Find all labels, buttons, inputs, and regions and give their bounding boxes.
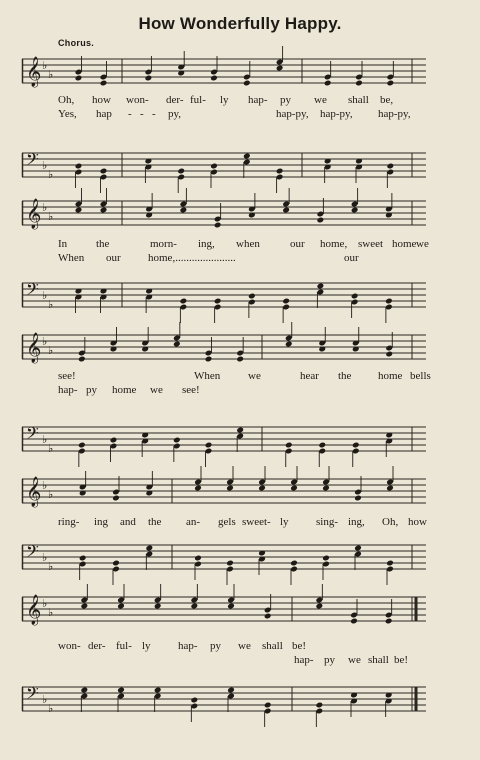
notehead [81, 687, 89, 694]
lyric-syllable: the [96, 238, 110, 250]
lyric-syllable: be! [292, 640, 307, 652]
bass-staff [22, 149, 426, 181]
lyric-syllable: we [416, 238, 429, 250]
flat-icon: ♭ [48, 442, 54, 455]
lyric-syllable: the [148, 516, 162, 528]
lyric-line-2 [58, 252, 418, 266]
lyric-syllable: our [106, 252, 121, 264]
lyric-syllable: home, [320, 238, 348, 250]
lyric-syllable: ly [280, 516, 289, 528]
flat-icon: ♭ [42, 479, 48, 492]
bass-clef-icon: 𝄢 [26, 541, 39, 565]
lyric-syllable: and [120, 516, 136, 528]
notehead [177, 168, 185, 175]
lyric-syllable: home [392, 238, 417, 250]
flat-icon: ♭ [42, 289, 48, 302]
lyric-syllable: py, [168, 108, 182, 120]
flat-icon: ♭ [48, 488, 54, 501]
notehead [75, 163, 83, 170]
treble-staff [22, 58, 426, 86]
notehead [146, 545, 154, 552]
treble-staff-lines [22, 334, 426, 362]
bass-staff-lines [22, 423, 426, 455]
lyric-syllable: our [344, 252, 359, 264]
notehead [243, 153, 251, 160]
flat-icon: ♭ [42, 551, 48, 564]
notehead [276, 168, 284, 175]
treble-staff-lines [22, 478, 426, 506]
lyric-syllable: py [324, 654, 335, 666]
lyric-line-2 [58, 384, 418, 398]
notehead [322, 485, 330, 492]
lyric-syllable: the [338, 370, 352, 382]
lyric-syllable: ly [220, 94, 229, 106]
notehead [100, 80, 108, 87]
lyric-syllable: home [378, 370, 403, 382]
lyric-syllable: hap- [178, 640, 198, 652]
notehead [214, 222, 222, 229]
lyric-syllable: der- [88, 640, 106, 652]
notehead [387, 80, 395, 87]
notehead [173, 341, 181, 348]
lyric-syllable: be! [394, 654, 409, 666]
lyric-syllable: shall [368, 654, 389, 666]
treble-clef-icon: 𝄞 [26, 199, 42, 229]
notehead [117, 687, 125, 694]
lyric-syllable: Yes, [58, 108, 77, 120]
notehead [191, 697, 199, 704]
lyric-syllable: When [194, 370, 221, 382]
notehead [317, 283, 325, 290]
notehead [350, 618, 358, 625]
chorus-label: Chorus. [58, 38, 95, 48]
notehead [258, 485, 266, 492]
notehead [210, 163, 218, 170]
flat-icon: ♭ [42, 159, 48, 172]
notehead [316, 702, 324, 709]
flat-icon: ♭ [48, 168, 54, 181]
lyric-line-2 [58, 108, 418, 122]
lyric-syllable: hap-py, [378, 108, 411, 120]
bass-staff-lines [22, 683, 426, 715]
lyric-syllable: home,...................... [148, 252, 236, 264]
notehead [117, 603, 125, 610]
notehead [316, 603, 324, 610]
lyric-syllable: py [86, 384, 97, 396]
lyric-syllable: sweet [358, 238, 384, 250]
lyric-syllable: an- [186, 516, 201, 528]
notehead [387, 163, 395, 170]
treble-staff [22, 596, 426, 624]
notehead [264, 702, 272, 709]
notehead [324, 80, 332, 87]
flat-icon: ♭ [42, 693, 48, 706]
lyric-syllable: be, [380, 94, 394, 106]
lyric-syllable: we [348, 654, 361, 666]
notehead [290, 485, 298, 492]
bass-clef-icon: 𝄢 [26, 423, 39, 447]
notehead [354, 495, 362, 502]
treble-clef-icon: 𝄞 [26, 333, 42, 363]
notehead [81, 603, 89, 610]
lyric-syllable: py [280, 94, 291, 106]
notehead [112, 560, 120, 567]
notehead [191, 603, 199, 610]
lyric-syllable: our [290, 238, 305, 250]
notehead [79, 555, 87, 562]
lyric-syllable: der- [166, 94, 184, 106]
treble-clef-icon: 𝄞 [26, 57, 42, 87]
flat-icon: ♭ [48, 606, 54, 619]
lyric-syllable: hap-py, [276, 108, 309, 120]
notehead [226, 560, 234, 567]
lyric-syllable: hear [300, 370, 319, 382]
bass-staff [22, 541, 426, 573]
lyric-syllable: we [150, 384, 163, 396]
flat-icon: ♭ [42, 597, 48, 610]
notehead [100, 168, 108, 175]
flat-icon: ♭ [48, 210, 54, 223]
lyric-syllable: ing, [198, 238, 215, 250]
flat-icon: ♭ [48, 68, 54, 81]
bass-staff [22, 423, 426, 455]
lyric-syllable: hap [96, 108, 112, 120]
lyric-syllable: ring- [58, 516, 80, 528]
notehead [351, 207, 359, 214]
notehead [210, 75, 218, 82]
lyric-line-1 [58, 238, 429, 252]
notehead [352, 442, 360, 449]
treble-clef-icon: 𝄞 [26, 477, 42, 507]
notehead [78, 356, 86, 363]
flat-icon: ♭ [42, 335, 48, 348]
notehead [226, 485, 234, 492]
treble-staff-lines [22, 596, 426, 624]
bass-clef-icon: 𝄢 [26, 683, 39, 707]
notehead [276, 65, 284, 72]
notehead [110, 437, 118, 444]
notehead [243, 80, 251, 87]
lyric-syllable: sweet- [242, 516, 271, 528]
lyric-syllable: - [128, 108, 132, 120]
bass-staff-lines [22, 149, 426, 181]
bass-clef-icon: 𝄢 [26, 279, 39, 303]
lyric-syllable: hap- [58, 384, 78, 396]
notehead [354, 545, 362, 552]
lyric-syllable: When [58, 252, 85, 264]
flat-icon: ♭ [42, 433, 48, 446]
lyric-line-1 [58, 516, 427, 530]
lyric-syllable: In [58, 238, 68, 250]
lyric-line-2 [58, 654, 418, 668]
notehead [351, 293, 359, 300]
bass-staff-lines [22, 541, 426, 573]
lyric-syllable: how [408, 516, 427, 528]
lyric-syllable: ful- [116, 640, 132, 652]
lyric-syllable: see! [58, 370, 76, 382]
notehead [322, 555, 330, 562]
lyric-syllable: we [248, 370, 261, 382]
notehead [317, 217, 325, 224]
notehead [385, 298, 393, 305]
notehead [173, 437, 181, 444]
notehead [154, 603, 162, 610]
notehead [248, 293, 256, 300]
lyric-line-1 [58, 640, 418, 654]
bass-clef-icon: 𝄢 [26, 149, 39, 173]
notehead [75, 75, 83, 82]
flat-icon: ♭ [48, 344, 54, 357]
notehead [100, 207, 108, 214]
lyric-syllable: shall [348, 94, 369, 106]
notehead [145, 75, 153, 82]
lyric-syllable: we [238, 640, 251, 652]
lyric-syllable: when [236, 238, 260, 250]
treble-staff [22, 334, 426, 362]
lyric-syllable: bells [410, 370, 431, 382]
flat-icon: ♭ [48, 298, 54, 311]
lyric-syllable: shall [262, 640, 283, 652]
bass-staff-lines [22, 279, 426, 311]
bass-staff [22, 683, 426, 715]
lyric-syllable: ly [142, 640, 151, 652]
flat-icon: ♭ [42, 201, 48, 214]
notehead [112, 495, 120, 502]
lyric-syllable: home [112, 384, 137, 396]
lyric-syllable: hap- [294, 654, 314, 666]
lyric-syllable: how [92, 94, 111, 106]
notehead [75, 207, 83, 214]
notehead [290, 560, 298, 567]
lyric-syllable: - [140, 108, 144, 120]
lyric-syllable: we [314, 94, 327, 106]
notehead [214, 298, 222, 305]
notehead [78, 442, 86, 449]
lyric-line-1 [58, 94, 418, 108]
lyric-syllable: ing, [348, 516, 365, 528]
lyric-syllable: Oh, [58, 94, 75, 106]
treble-staff [22, 478, 426, 506]
bass-staff [22, 279, 426, 311]
notehead [227, 603, 235, 610]
lyric-syllable: hap-py, [320, 108, 353, 120]
lyric-syllable: ing [94, 516, 109, 528]
notehead [385, 618, 393, 625]
lyric-syllable: - [152, 108, 156, 120]
notehead [386, 485, 394, 492]
flat-icon: ♭ [48, 560, 54, 573]
treble-staff-lines [22, 58, 426, 86]
notehead [264, 613, 272, 620]
lyric-syllable: won- [58, 640, 81, 652]
lyric-syllable: won- [126, 94, 149, 106]
notehead [386, 560, 394, 567]
hymn-title: How Wonderfully Happy. [138, 14, 342, 33]
lyric-syllable: see! [182, 384, 200, 396]
notehead [318, 442, 326, 449]
flat-icon: ♭ [48, 702, 54, 715]
notehead [205, 356, 213, 363]
notehead [194, 485, 202, 492]
notehead [205, 442, 213, 449]
flat-icon: ♭ [42, 59, 48, 72]
notehead [285, 341, 293, 348]
lyric-syllable: gels [218, 516, 236, 528]
lyric-syllable: hap- [248, 94, 268, 106]
notehead [154, 687, 162, 694]
notehead [180, 207, 188, 214]
notehead [355, 80, 363, 87]
treble-staff [22, 200, 426, 228]
notehead [236, 356, 244, 363]
notehead [282, 207, 290, 214]
lyric-syllable: ful- [190, 94, 206, 106]
notehead [385, 351, 393, 358]
lyric-syllable: py [210, 640, 221, 652]
lyric-syllable: sing- [316, 516, 338, 528]
notehead [282, 298, 290, 305]
notehead [227, 687, 235, 694]
notehead [180, 298, 188, 305]
treble-staff-lines [22, 200, 426, 228]
lyric-line-1 [58, 370, 431, 384]
lyric-syllable: morn- [150, 238, 177, 250]
notehead [236, 427, 244, 434]
lyric-syllable: Oh, [382, 516, 399, 528]
treble-clef-icon: 𝄞 [26, 595, 42, 625]
notehead [194, 555, 202, 562]
notehead [285, 442, 293, 449]
